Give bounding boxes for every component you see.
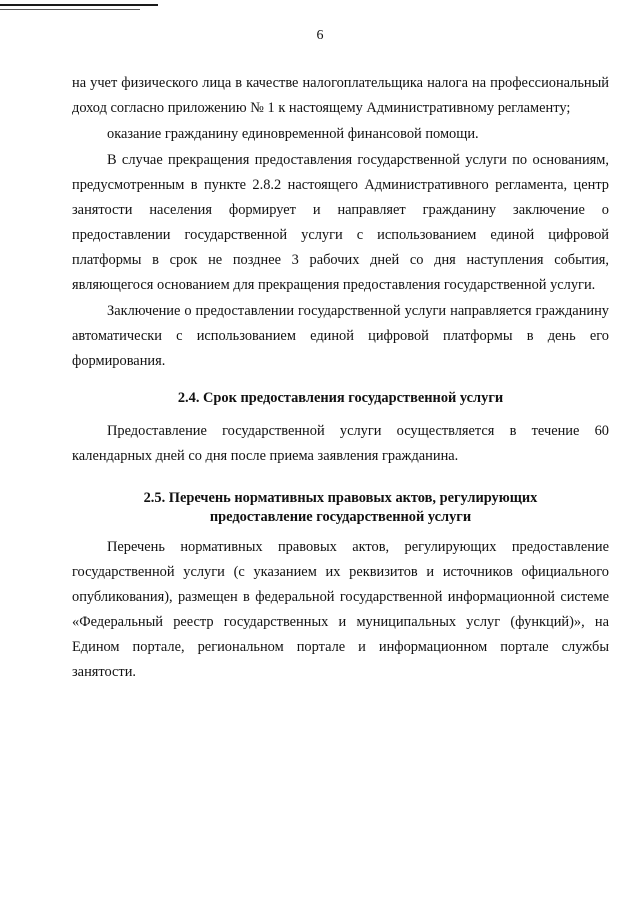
paragraph-conclusion: Заключение о предоставлении государственной услуги направляется гражданину автоматически с использованием единой цифровой платформы в день его формирования.	[72, 303, 609, 369]
paragraph-termination: В случае прекращения предоставления государственной услуги по основаниям, предусмотренным в пункте 2.8.2 настоящего Административного регламента, центр занятости населения формирует и направляет гражданину заключение о предоставлении государственной услуги с использованием единой цифровой платформы в срок не позднее 3 рабочих дней со дня наступления события, являющегося основанием для прекращения предоставления государственной услуги.	[72, 152, 609, 293]
paragraph-financial-aid: оказание гражданину единовременной финансовой помощи.	[107, 126, 479, 142]
section-2-5-heading-line1: 2.5. Перечень нормативных правовых актов, регулирующих	[143, 490, 538, 506]
paragraph-continuation: на учет физического лица в качестве налогоплательщика налога на профессиональный доход согласно приложению № 1 к настоящему Административному регламенту;	[72, 75, 609, 116]
top-left-rule	[0, 4, 158, 6]
page-number: 6	[316, 28, 324, 43]
document-body	[72, 71, 609, 685]
section-2-5-text: Перечень нормативных правовых актов, регулирующих предоставление государственной услуги (с указанием их реквизитов и источников официального опубликования), размещен в федеральной государственной информационной системе «Федеральный реестр государственных и муниципальных услуг (функций)», на Едином портале, региональном портале и информационном портале службы занятости.	[72, 539, 609, 680]
section-2-5-heading	[72, 489, 609, 527]
section-2-4-text: Предоставление государственной услуги осуществляется в течение 60 календарных дней со дня после приема заявления гражданина.	[72, 423, 609, 464]
top-left-rule-secondary	[0, 9, 140, 10]
section-2-5-heading-line2: предоставление государственной услуги	[209, 509, 472, 525]
section-2-4-heading: 2.4. Срок предоставления государственной услуги	[177, 390, 504, 406]
